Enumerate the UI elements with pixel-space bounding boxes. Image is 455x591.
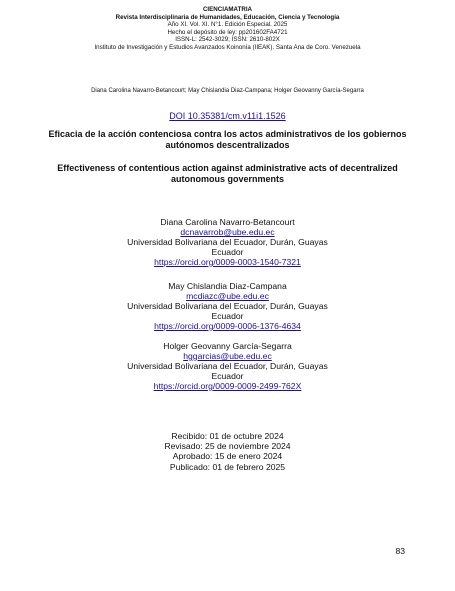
author-affiliation: Universidad Bolivariana del Ecuador, Durán, Guayas — [127, 361, 328, 371]
date-revised: Revisado: 25 de noviembre 2024 — [164, 441, 291, 452]
author-email-link[interactable]: mcdiazc@ube.edu.ec — [186, 291, 269, 301]
author-block-1 — [110, 217, 345, 267]
author-affiliation: Universidad Bolivariana del Ecuador, Durán, Guayas — [127, 301, 328, 311]
author-block-2 — [110, 281, 345, 331]
title-english: Effectiveness of contentious action against administrative acts of decentralized autonomous governments — [57, 163, 398, 184]
running-authors: Diana Carolina Navarro-Betancourt; May Chislandia Diaz-Campana; Holger Geovanny García-Segarra — [91, 88, 364, 94]
title-spanish: Eficacia de la acción contenciosa contra los actos administrativos de los gobiernos autónomos descentralizados — [48, 129, 407, 150]
journal-issue: Año XI. Vol. XI. N°1. Edición Especial. 2025 — [167, 21, 288, 29]
page-number: 83 — [395, 546, 405, 556]
article-dates — [0, 431, 455, 472]
journal-header — [0, 6, 455, 52]
author-country: Ecuador — [211, 371, 244, 381]
author-country: Ecuador — [211, 311, 244, 321]
author-email-link[interactable]: dcnavarrob@ube.edu.ec — [180, 227, 275, 237]
doi-link[interactable]: DOI 10.35381/cm.v11i1.1526 — [169, 111, 286, 121]
journal-deposit: Hecho el depósito de ley: pp201602FA4721 — [167, 28, 288, 36]
date-received: Recibido: 01 de octubre 2024 — [171, 431, 284, 441]
author-name: May Chislandia Diaz-Campana — [168, 281, 287, 291]
author-orcid-link[interactable]: https://orcid.org/0009-0006-1376-4634 — [154, 321, 301, 331]
journal-issn: ISSN-L: 2542-3029; ISSN: 2610-802X — [175, 36, 280, 44]
date-published: Publicado: 01 de febrero 2025 — [169, 461, 286, 472]
author-name: Diana Carolina Navarro-Betancourt — [160, 217, 295, 227]
author-country: Ecuador — [211, 247, 244, 257]
author-name: Holger Geovanny García-Segarra — [163, 341, 292, 351]
author-email-link[interactable]: hggarcias@ube.edu.ec — [183, 351, 272, 361]
journal-name: CIENCIAMATRIA — [202, 6, 253, 13]
author-affiliation: Universidad Bolivariana del Ecuador, Durán, Guayas — [127, 237, 328, 247]
author-orcid-link[interactable]: https://orcid.org/0009-0009-2499-762X — [153, 381, 302, 391]
date-approved: Aprobado: 15 de enero 2024 — [172, 451, 283, 462]
author-block-3 — [110, 341, 345, 391]
journal-institute: Instituto de Investigación y Estudios Avanzados Koinonía (IIEAK). Santa Ana de Coro. Venezuela — [94, 43, 361, 51]
journal-subtitle: Revista Interdisciplinaria de Humanidades, Educación, Ciencia y Tecnología — [115, 13, 340, 21]
author-orcid-link[interactable]: https://orcid.org/0009-0003-1540-7321 — [154, 257, 301, 267]
